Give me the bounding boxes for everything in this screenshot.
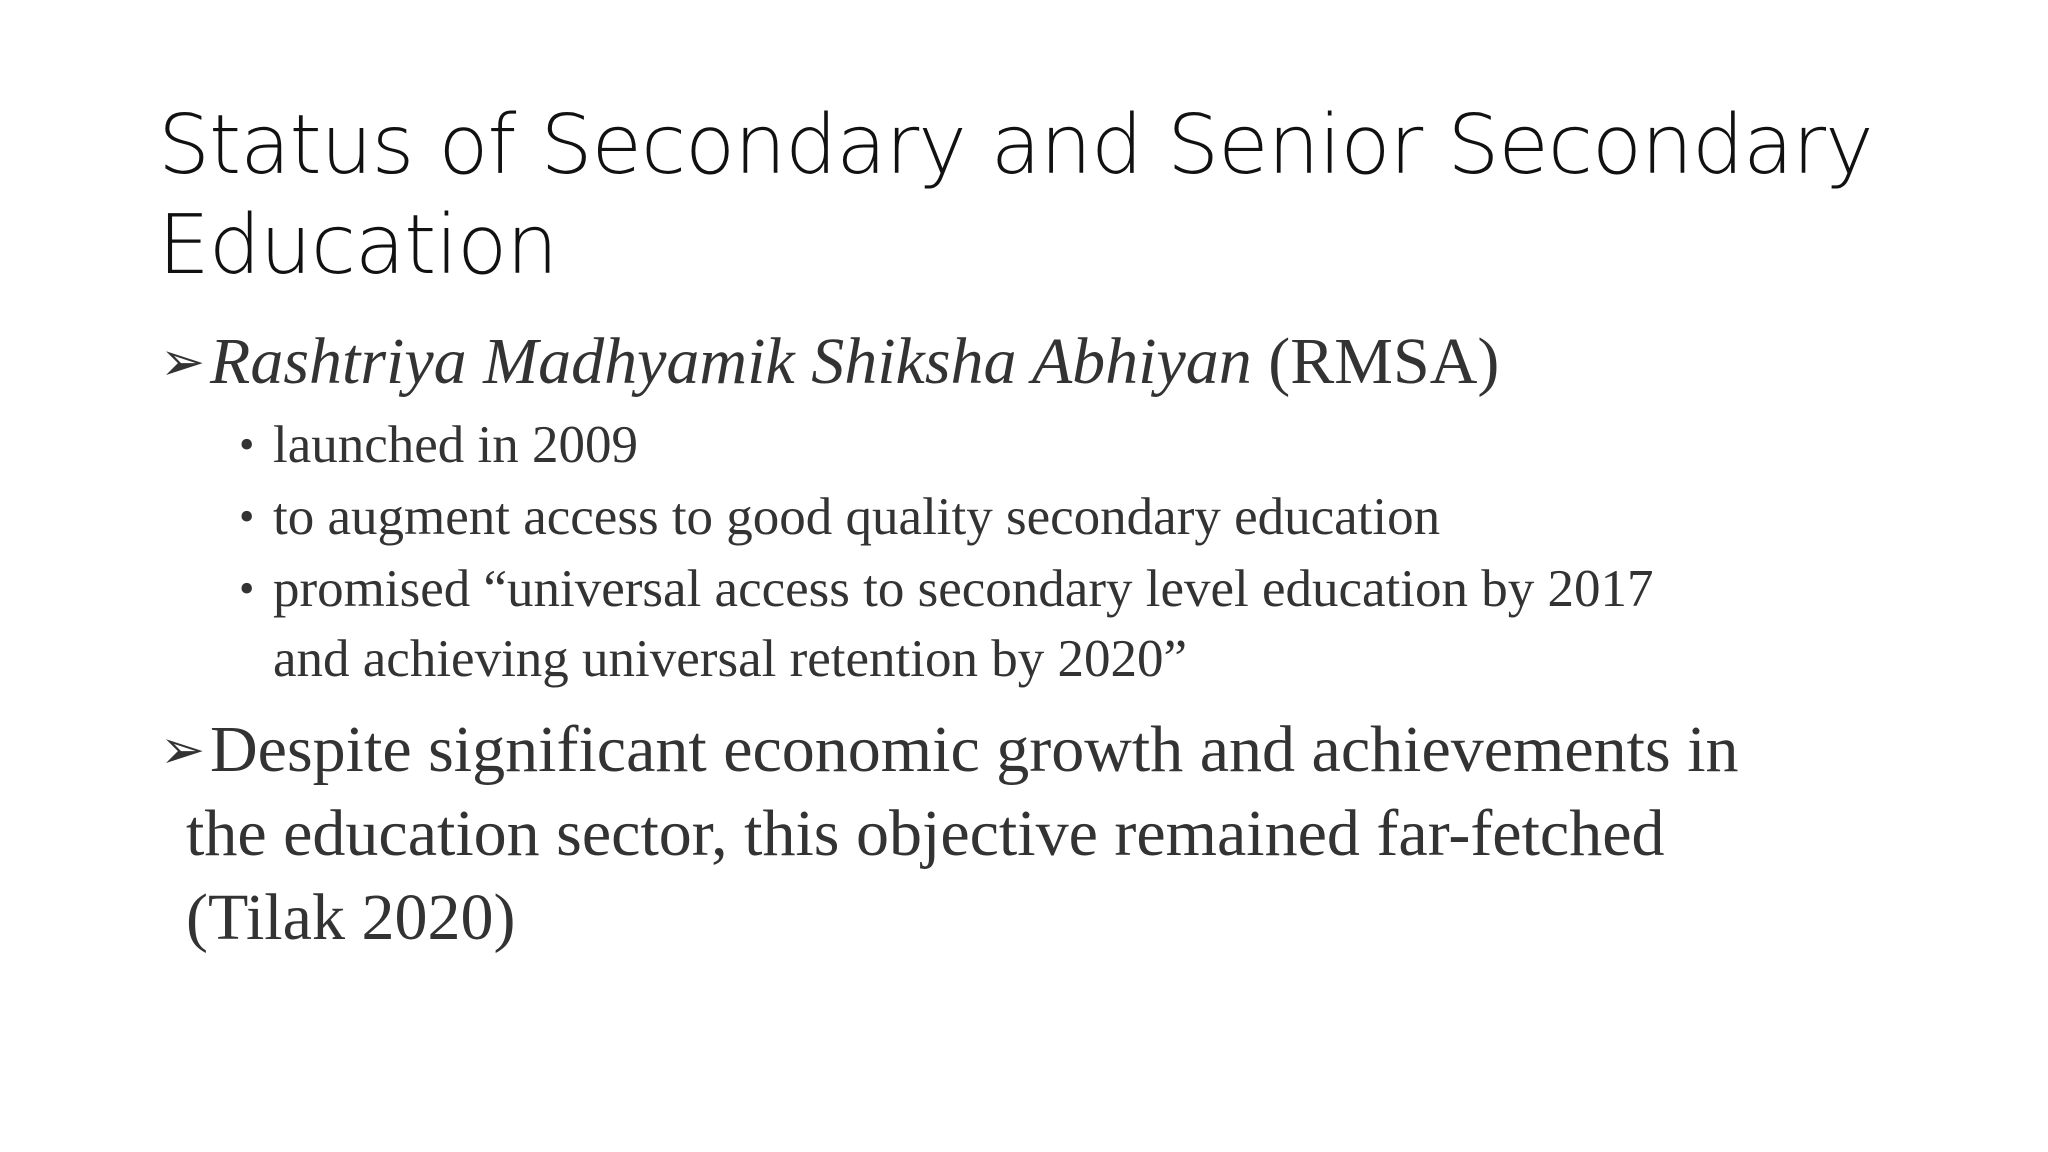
title-line-2: Education bbox=[158, 198, 558, 293]
sub-bullet-launched bbox=[239, 410, 1918, 480]
despite-line-1: Despite significant economic growth and achievements in bbox=[210, 713, 1739, 786]
sub-bullet-text: launched in 2009 bbox=[273, 416, 639, 474]
title-line-1: Status of Secondary and Senior Secondary bbox=[158, 98, 1873, 193]
rmsa-abbrev: (RMSA) bbox=[1251, 325, 1500, 398]
sub-bullet-text: promised “universal access to secondary level education by 2017 bbox=[273, 560, 1654, 618]
rmsa-name: Rashtriya Madhyamik Shiksha Abhiyan bbox=[210, 325, 1252, 398]
dot-bullet-icon: • bbox=[239, 492, 255, 541]
sub-bullet-augment bbox=[239, 482, 1918, 552]
sub-bullet-text: to augment access to good quality secondary education bbox=[273, 488, 1441, 546]
dot-bullet-icon: • bbox=[239, 420, 255, 469]
arrow-bullet-icon: ➢ bbox=[160, 332, 206, 392]
dot-bullet-icon: • bbox=[239, 564, 255, 613]
bullet-rmsa bbox=[158, 320, 1918, 404]
slide-title bbox=[158, 96, 1918, 296]
arrow-bullet-icon: ➢ bbox=[160, 720, 206, 780]
despite-line-2: the education sector, this objective remained far-fetched bbox=[186, 797, 1665, 870]
bullet-despite bbox=[158, 708, 1918, 960]
sub-bullet-promised bbox=[239, 554, 1918, 694]
despite-line-3: (Tilak 2020) bbox=[186, 881, 516, 954]
slide-body bbox=[158, 320, 1918, 960]
sub-bullet-text-continued: and achieving universal retention by 2020” bbox=[273, 630, 1187, 688]
